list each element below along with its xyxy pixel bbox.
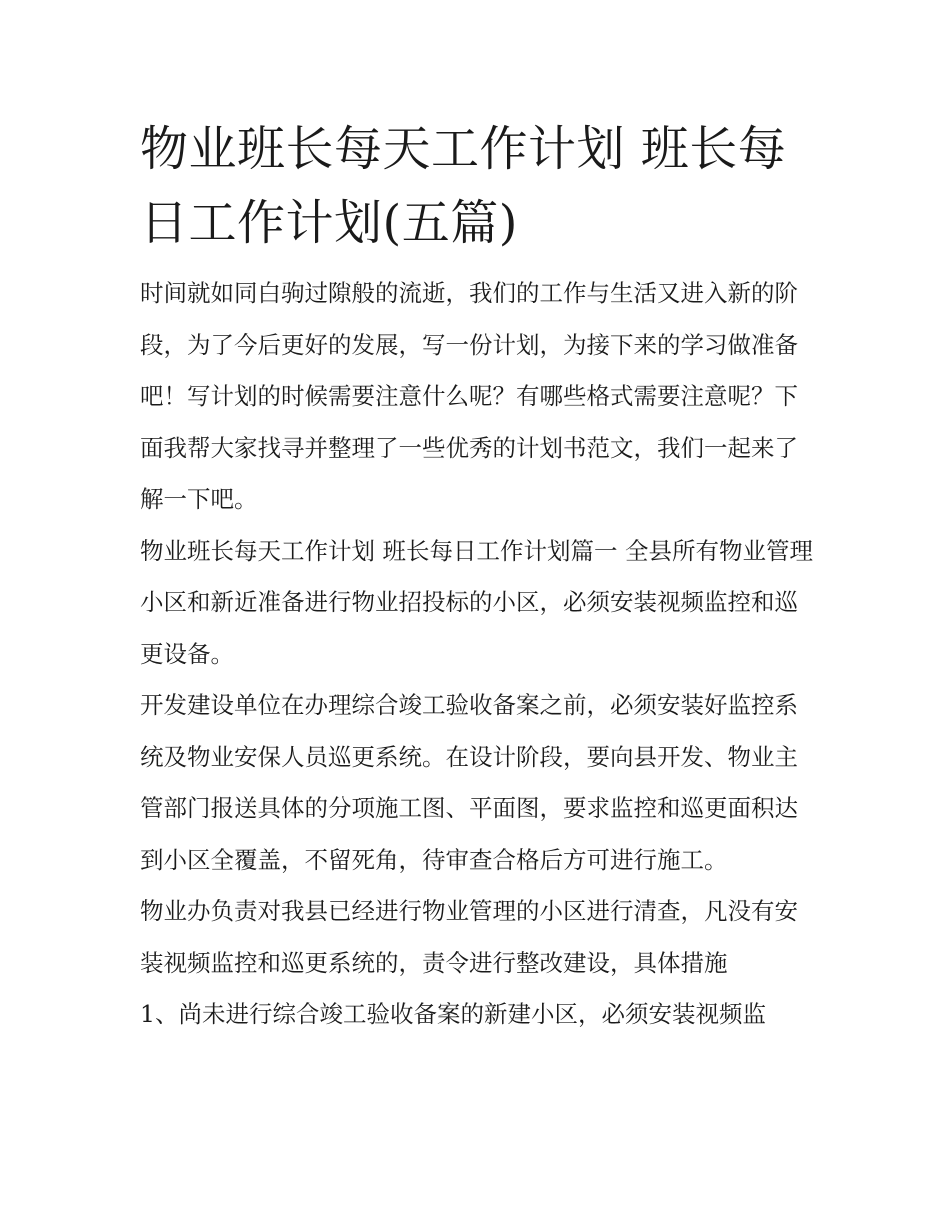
paragraph-plan-one: 物业班长每天工作计划 班长每日工作计划篇一 全县所有物业管理小区和新近准备进行物业招投标的小区，必须安装视频监控和巡更设备。 — [140, 536, 813, 668]
document-page — [140, 112, 815, 1041]
paragraph-intro: 时间就如同白驹过隙般的流逝，我们的工作与生活又进入新的阶段，为了今后更好的发展，写一份计划，为接下来的学习做准备吧！写计划的时候需要注意什么呢？有哪些格式需要注意呢？下面我帮大家找寻并整理了一些优秀的计划书范文，我们一起来了解一下吧。 — [140, 279, 798, 513]
document-body — [140, 268, 815, 1041]
paragraph-developer-requirements: 开发建设单位在办理综合竣工验收备案之前，必须安装好监控系统及物业安保人员巡更系统。在设计阶段，要向县开发、物业主管部门报送具体的分项施工图、平面图，要求监控和巡更面积达到小区全覆盖，不留死角，待审查合格后方可进行施工。 — [140, 691, 798, 874]
paragraph-item-one: 1、尚未进行综合竣工验收备案的新建小区，必须安装视频监 — [140, 1000, 766, 1028]
document-title: 物业班长每天工作计划 班长每日工作计划(五篇) — [140, 121, 787, 251]
paragraph-property-office: 物业办负责对我县已经进行物业管理的小区进行清查，凡没有安装视频监控和巡更系统的，责令进行整改建设，具体措施 — [140, 897, 798, 977]
